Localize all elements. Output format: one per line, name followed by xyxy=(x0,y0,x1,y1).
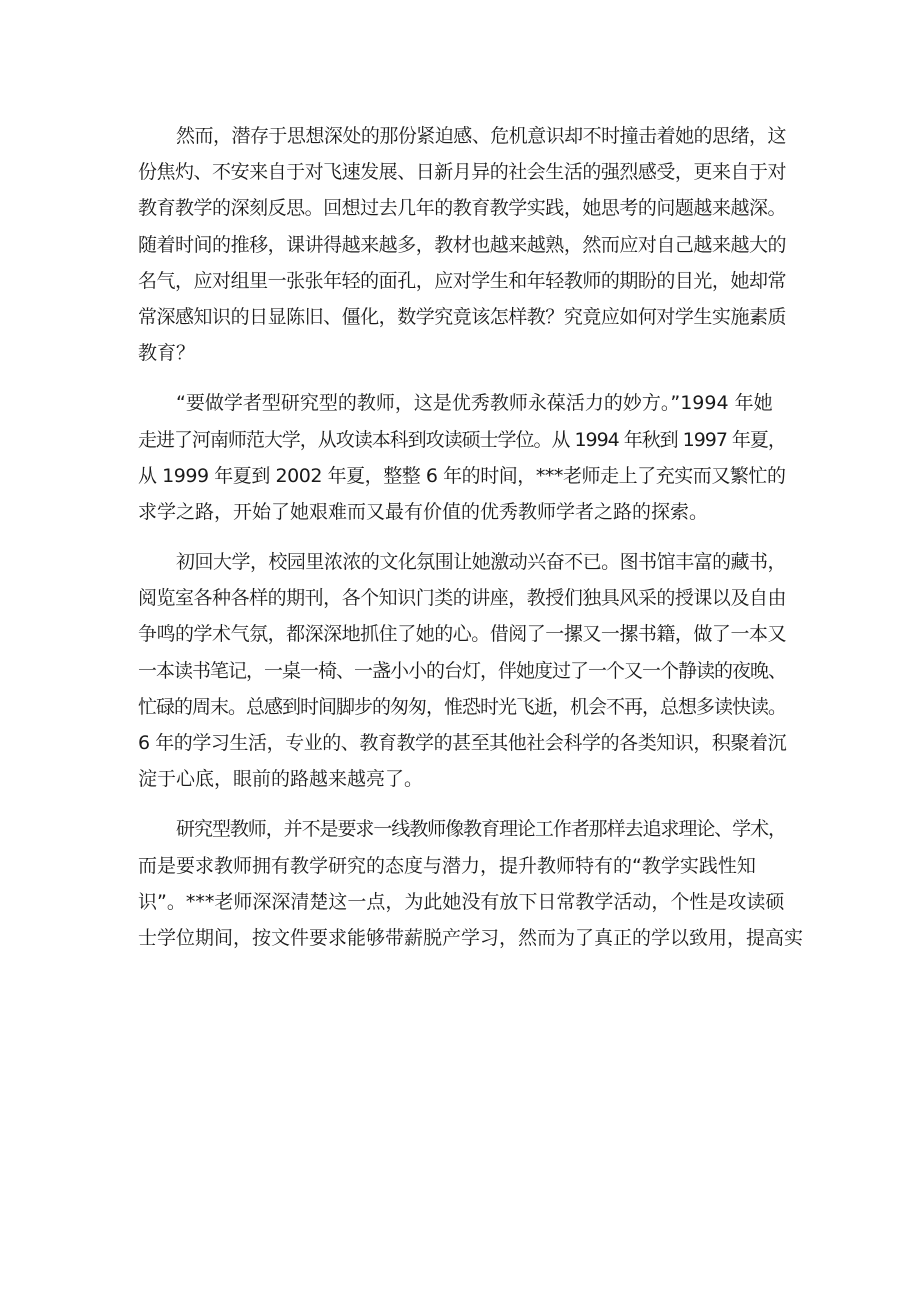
text-line: 名气，应对组里一张张年轻的面孔，应对学生和年轻教师的期盼的目光，她却常 xyxy=(138,269,786,292)
paragraph xyxy=(138,385,786,530)
paragraph xyxy=(138,811,804,956)
text-line: 从 1999 年夏到 2002 年夏，整整 6 年的时间，***老师走上了充实而又繁忙的 xyxy=(138,464,786,487)
text-line: 常深感知识的日显陈旧、僵化，数学究竟该怎样教？究竟应如何对学生实施素质 xyxy=(138,305,786,328)
text-line: 教育？ xyxy=(138,342,196,365)
text-line: 然而，潜存于思想深处的那份紧迫感、危机意识却不时撞击着她的思绪，这 xyxy=(176,125,787,147)
text-line: 阅览室各种各样的期刊，各个知识门类的讲座，教授们独具风采的授课以及自由 xyxy=(138,587,786,610)
paragraph xyxy=(138,544,786,797)
text-line: 求学之路，开始了她艰难而又最有价值的优秀教师学者之路的探索。 xyxy=(138,500,709,523)
text-line: 争鸣的学术气氛，都深深地抓住了她的心。借阅了一摞又一摞书籍，做了一本又 xyxy=(138,623,786,646)
text-line: 走进了河南师范大学，从攻读本科到攻读硕士学位。从 1994 年秋到 1997 年夏， xyxy=(138,428,786,451)
text-line: 6 年的学习生活，专业的、教育教学的甚至其他社会科学的各类知识，积聚着沉 xyxy=(138,732,787,754)
text-line: 淀于心底，眼前的路越来越亮了。 xyxy=(138,768,424,791)
text-line: 研究型教师，并不是要求一线教师像教育理论工作者那样去追求理论、学术， xyxy=(176,818,786,841)
text-line: 而是要求教师拥有教学研究的态度与潜力，提升教师特有的“教学实践性知 xyxy=(138,854,756,877)
text-line: 识”。***老师深深清楚这一点，为此她没有放下日常教学活动，个性是攻读硕 xyxy=(138,890,785,913)
text-line: 份焦灼、不安来自于对飞速发展、日新月异的社会生活的强烈感受，更来自于对 xyxy=(138,161,786,184)
text-line: “要做学者型研究型的教师，这是优秀教师永葆活力的妙方。”1994 年她 xyxy=(176,392,773,415)
text-line: 忙碌的周末。总感到时间脚步的匆匆，惟恐时光飞逝，机会不再，总想多读快读。 xyxy=(138,695,787,718)
document-body xyxy=(138,118,804,970)
text-line: 随着时间的推移，课讲得越来越多，教材也越来越熟，然而应对自己越来越大的 xyxy=(138,233,786,256)
text-line: 一本读书笔记，一桌一椅、一盏小小的台灯，伴她度过了一个又一个静读的夜晚、 xyxy=(138,659,787,682)
text-line: 士学位期间，按文件要求能够带薪脱产学习，然而为了真正的学以致用，提高实 xyxy=(138,926,804,949)
paragraph xyxy=(138,118,786,371)
text-line: 教育教学的深刻反思。回想过去几年的教育教学实践，她思考的问题越来越深。 xyxy=(138,197,786,220)
text-line: 初回大学，校园里浓浓的文化氛围让她激动兴奋不已。图书馆丰富的藏书， xyxy=(176,551,787,574)
